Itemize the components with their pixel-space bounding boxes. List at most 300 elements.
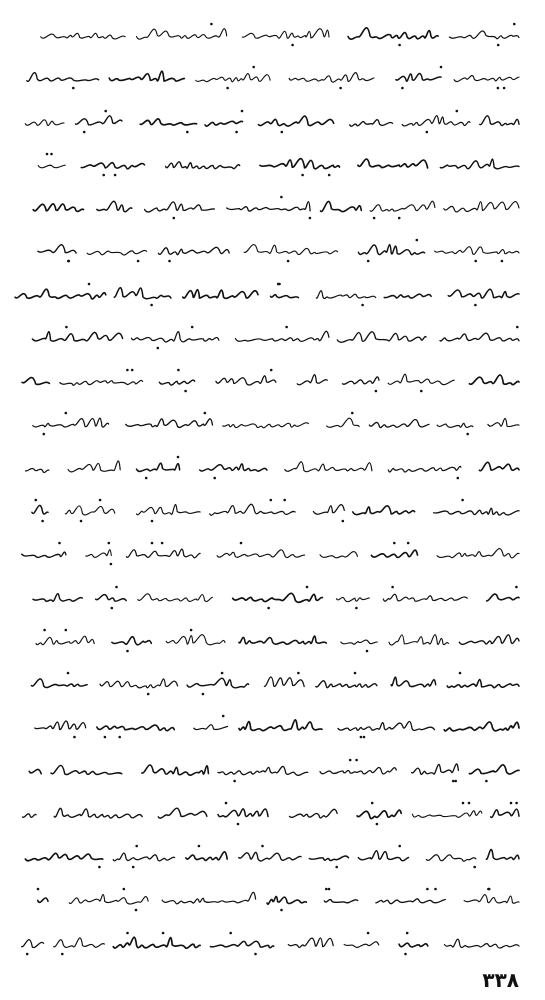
- handwritten-word: [447, 680, 519, 688]
- handwritten-word: [316, 290, 375, 298]
- handwritten-word: [244, 245, 338, 255]
- handwritten-word: [97, 725, 174, 731]
- diacritic-dot: [43, 629, 46, 632]
- diacritic-dot: [355, 758, 358, 761]
- diacritic-dot: [335, 866, 338, 869]
- diacritic-dot: [98, 866, 101, 869]
- diacritic-dot: [102, 174, 105, 177]
- diacritic-dot: [157, 347, 160, 350]
- diacritic-dot: [515, 585, 518, 588]
- diacritic-dot: [261, 845, 264, 848]
- diacritic-dot: [221, 672, 224, 675]
- handwritten-word: [388, 466, 461, 472]
- diacritic-dot: [186, 130, 189, 133]
- diacritic-dot: [213, 476, 216, 479]
- handwritten-word: [384, 294, 431, 298]
- handwritten-word: [350, 119, 393, 126]
- handwritten-word: [358, 245, 424, 255]
- handwritten-word: [187, 678, 249, 688]
- handwritten-word: [100, 679, 178, 688]
- handwritten-word: [205, 121, 243, 126]
- diacritic-dot: [72, 87, 75, 90]
- diacritic-dot: [454, 779, 457, 782]
- diacritic-dot: [132, 866, 135, 869]
- diacritic-dot: [233, 779, 236, 782]
- handwritten-word: [426, 855, 476, 861]
- handwritten-word: [353, 506, 415, 515]
- handwritten-word: [112, 636, 151, 644]
- diacritic-dot: [285, 326, 288, 329]
- handwritten-word: [32, 331, 122, 341]
- handwritten-word: [25, 119, 64, 125]
- handwritten-word: [65, 506, 115, 515]
- handwritten-word: [444, 722, 519, 731]
- diacritic-dot: [58, 542, 61, 545]
- handwritten-word: [271, 294, 299, 297]
- handwritten-word: [344, 941, 379, 947]
- diacritic-dot: [204, 412, 207, 415]
- diacritic-dot: [270, 369, 273, 372]
- diacritic-dot: [147, 693, 150, 696]
- diacritic-dot: [328, 174, 331, 177]
- handwritten-word: [290, 809, 338, 818]
- diacritic-dot: [61, 952, 64, 955]
- diacritic-dot: [367, 931, 370, 934]
- handwritten-word: [358, 851, 408, 861]
- diacritic-dot: [184, 390, 187, 393]
- handwritten-word: [166, 162, 240, 169]
- diacritic-dot: [398, 217, 401, 220]
- diacritic-dot: [366, 650, 369, 653]
- handwritten-word: [218, 766, 308, 775]
- diacritic-dot: [280, 196, 283, 199]
- handwritten-word: [38, 245, 76, 253]
- diacritic-dot: [398, 44, 401, 47]
- handwritten-word: [437, 549, 519, 558]
- diacritic-dot: [440, 66, 443, 69]
- diacritic-dot: [393, 542, 396, 545]
- diacritic-dot: [462, 802, 465, 805]
- diacritic-dot: [43, 433, 46, 436]
- handwritten-word: [449, 31, 519, 39]
- handwritten-word: [402, 115, 470, 125]
- diacritic-dot: [376, 823, 379, 826]
- diacritic-dot: [280, 909, 283, 912]
- diacritic-dot: [235, 130, 238, 133]
- handwritten-line: [14, 224, 531, 268]
- diacritic-dot: [131, 369, 134, 372]
- handwritten-word: [68, 461, 120, 472]
- handwritten-word: [183, 289, 258, 298]
- handwritten-line: [14, 484, 531, 528]
- handwritten-word: [239, 852, 301, 861]
- handwritten-word: [348, 28, 438, 39]
- handwritten-word: [109, 71, 184, 81]
- handwritten-word: [289, 73, 374, 83]
- handwritten-word: [216, 376, 276, 385]
- diacritic-dot: [516, 326, 519, 329]
- handwritten-word: [218, 809, 268, 817]
- handwritten-line: [14, 138, 531, 182]
- handwritten-word: [487, 594, 519, 601]
- handwritten-word: [29, 769, 41, 773]
- handwritten-word: [444, 202, 519, 212]
- handwritten-line: [14, 311, 531, 355]
- diacritic-dot: [373, 217, 376, 220]
- handwritten-word: [32, 505, 48, 514]
- diacritic-dot: [83, 130, 86, 133]
- diacritic-dot: [150, 303, 153, 306]
- diacritic-dot: [80, 520, 83, 523]
- handwritten-word: [435, 247, 519, 255]
- diacritic-dot: [466, 433, 469, 436]
- handwritten-word: [36, 636, 94, 644]
- handwritten-word: [200, 464, 267, 471]
- handwritten-word: [60, 381, 143, 386]
- diacritic-dot: [67, 672, 70, 675]
- diacritic-dot: [162, 931, 165, 934]
- handwritten-word: [324, 900, 357, 903]
- diacritic-dot: [241, 109, 244, 112]
- handwritten-word: [370, 201, 435, 211]
- handwritten-word: [196, 74, 271, 82]
- diacritic-dot: [503, 87, 506, 90]
- handwritten-word: [35, 721, 86, 730]
- handwritten-word: [113, 853, 174, 861]
- handwritten-word: [321, 202, 362, 212]
- handwritten-word: [27, 73, 99, 82]
- diacritic-dot: [35, 499, 38, 502]
- handwritten-word: [96, 594, 127, 601]
- handwritten-word: [383, 594, 467, 601]
- handwritten-word: [288, 938, 333, 947]
- handwritten-word: [54, 808, 142, 818]
- handwritten-word: [448, 289, 519, 298]
- diacritic-dot: [114, 174, 117, 177]
- diacritic-dot: [225, 802, 228, 805]
- diacritic-dot: [190, 629, 193, 632]
- diacritic-dot: [88, 282, 91, 285]
- handwritten-word: [399, 943, 428, 947]
- handwritten-word: [145, 202, 215, 212]
- diacritic-dot: [111, 606, 114, 609]
- diacritic-dot: [515, 802, 518, 805]
- diacritic-dot: [135, 909, 138, 912]
- handwritten-line: [14, 8, 531, 52]
- handwritten-word: [464, 895, 519, 904]
- handwritten-word: [313, 505, 344, 515]
- diacritic-dot: [404, 952, 407, 955]
- diacritic-dot: [361, 303, 364, 306]
- handwritten-word: [437, 424, 473, 428]
- diacritic-dot: [513, 23, 516, 26]
- diacritic-dot: [363, 736, 366, 739]
- diacritic-dot: [351, 412, 354, 415]
- diacritic-dot: [104, 736, 107, 739]
- handwritten-word: [33, 419, 109, 428]
- handwritten-word: [33, 593, 82, 601]
- handwritten-word: [358, 159, 428, 168]
- diacritic-dot: [151, 542, 154, 545]
- handwritten-word: [114, 287, 171, 298]
- handwritten-word: [343, 377, 380, 384]
- diacritic-dot: [123, 888, 126, 891]
- handwritten-word: [480, 115, 519, 125]
- handwritten-line: [14, 354, 531, 398]
- diacritic-dot: [115, 585, 118, 588]
- diacritic-dot: [108, 542, 111, 545]
- diacritic-dot: [510, 802, 513, 805]
- handwritten-line: [14, 657, 531, 701]
- handwritten-line: [14, 571, 531, 615]
- handwritten-word: [412, 811, 481, 818]
- diacritic-dot: [287, 260, 290, 263]
- diacritic-dot: [371, 802, 374, 805]
- diacritic-dot: [456, 109, 459, 112]
- handwritten-word: [31, 679, 87, 688]
- handwritten-word: [194, 725, 228, 730]
- diacritic-dot: [406, 931, 409, 934]
- handwritten-word: [486, 850, 519, 860]
- diacritic-dot: [420, 390, 423, 393]
- diacritic-dot: [41, 520, 44, 523]
- handwritten-word: [23, 814, 37, 818]
- diacritic-dot: [237, 823, 240, 826]
- handwritten-word: [338, 722, 435, 731]
- handwritten-word: [76, 115, 123, 124]
- handwritten-word: [459, 635, 519, 644]
- diacritic-dot: [278, 282, 281, 285]
- handwritten-line: [14, 744, 531, 788]
- handwritten-word: [210, 941, 273, 947]
- handwritten-word: [51, 765, 122, 774]
- handwritten-word: [285, 461, 372, 471]
- handwritten-word: [227, 202, 310, 212]
- handwritten-word: [445, 939, 520, 948]
- diacritic-dot: [151, 520, 154, 523]
- handwritten-word: [15, 289, 106, 299]
- handwritten-word: [488, 419, 519, 427]
- handwritten-line: [14, 397, 531, 441]
- handwritten-line: [14, 268, 531, 312]
- handwritten-word: [69, 895, 148, 905]
- diacritic-dot: [485, 779, 488, 782]
- diacritic-dot: [65, 629, 68, 632]
- handwritten-word: [166, 634, 225, 644]
- handwritten-line: [14, 873, 531, 917]
- handwritten-word: [440, 333, 519, 341]
- diacritic-dot: [468, 802, 471, 805]
- handwritten-word: [396, 74, 441, 82]
- diacritic-dot: [461, 499, 464, 502]
- handwritten-word: [391, 677, 436, 687]
- handwritten-word: [186, 852, 227, 861]
- diacritic-dot: [325, 888, 328, 891]
- diacritic-dot: [309, 217, 312, 220]
- handwritten-word: [87, 251, 146, 256]
- diacritic-dot: [126, 369, 129, 372]
- handwritten-word: [235, 331, 329, 341]
- diacritic-dot: [328, 888, 331, 891]
- handwritten-word: [258, 116, 333, 126]
- diacritic-dot: [497, 87, 500, 90]
- handwritten-word: [336, 597, 369, 601]
- diacritic-dot: [222, 715, 225, 718]
- diacritic-dot: [474, 260, 477, 263]
- diacritic-dot: [65, 326, 68, 329]
- handwritten-word: [158, 248, 229, 255]
- diacritic-dot: [416, 239, 419, 242]
- handwritten-word: [158, 808, 207, 818]
- diacritic-dot: [267, 606, 270, 609]
- diacritic-dot: [407, 542, 410, 545]
- handwritten-line: [14, 181, 531, 225]
- diacritic-dot: [26, 952, 29, 955]
- handwritten-word: [440, 159, 519, 169]
- diacritic-dot: [283, 499, 286, 502]
- diacritic-dot: [342, 520, 345, 523]
- handwritten-word: [223, 423, 309, 428]
- handwritten-word: [327, 419, 360, 428]
- handwritten-word: [469, 375, 519, 385]
- handwritten-word: [97, 201, 132, 212]
- handwritten-word: [41, 33, 126, 39]
- handwritten-line: [14, 95, 531, 139]
- handwritten-word: [371, 550, 417, 557]
- handwritten-word: [210, 504, 295, 515]
- handwritten-word: [138, 593, 213, 601]
- handwritten-word: [320, 552, 358, 558]
- diacritic-dot: [198, 845, 201, 848]
- handwritten-word: [479, 462, 519, 470]
- handwritten-word: [142, 765, 209, 775]
- handwritten-word: [132, 332, 219, 342]
- diacritic-dot: [488, 888, 491, 891]
- diacritic-dot: [301, 174, 304, 177]
- diacritic-dot: [191, 326, 194, 329]
- diacritic-dot: [401, 87, 404, 90]
- diacritic-dot: [474, 303, 477, 306]
- handwritten-word: [316, 681, 377, 688]
- handwritten-word: [376, 899, 445, 904]
- diacritic-dot: [281, 130, 284, 133]
- diacritic-dot: [349, 758, 352, 761]
- diacritic-dot: [104, 109, 107, 112]
- diacritic-dot: [126, 650, 129, 653]
- handwritten-word: [140, 118, 196, 124]
- handwritten-word: [389, 635, 448, 645]
- handwritten-word: [267, 897, 306, 905]
- diacritic-dot: [452, 779, 455, 782]
- diacritic-dot: [173, 217, 176, 220]
- handwritten-word: [242, 29, 329, 39]
- handwritten-word: [22, 939, 44, 947]
- diacritic-dot: [291, 44, 294, 47]
- diacritic-dot: [375, 390, 378, 393]
- diacritic-dot: [501, 260, 504, 263]
- diacritic-dot: [355, 606, 358, 609]
- diacritic-dot: [457, 476, 460, 479]
- diacritic-dot: [73, 736, 76, 739]
- handwritten-word: [22, 552, 66, 557]
- handwritten-line: [14, 614, 531, 658]
- diacritic-dot: [497, 44, 500, 47]
- diacritic-dot: [126, 931, 129, 934]
- handwritten-word: [38, 898, 48, 902]
- diacritic-dot: [426, 130, 429, 133]
- handwritten-word: [81, 163, 144, 169]
- handwritten-word: [54, 938, 105, 948]
- diacritic-dot: [210, 23, 213, 26]
- handwritten-word: [126, 549, 200, 558]
- diacritic-dot: [67, 260, 70, 263]
- diacritic-dot: [226, 87, 229, 90]
- handwritten-word: [233, 593, 323, 602]
- diacritic-dot: [229, 931, 232, 934]
- handwritten-line: [14, 917, 531, 961]
- diacritic-dot: [65, 412, 68, 415]
- handwritten-line: [14, 51, 531, 95]
- handwritten-line: [14, 830, 531, 874]
- handwritten-word: [412, 764, 459, 774]
- handwritten-word: [126, 419, 213, 428]
- diacritic-dot: [50, 153, 53, 156]
- handwritten-word: [33, 204, 83, 212]
- handwritten-word: [469, 764, 519, 773]
- diacritic-dot: [297, 672, 300, 675]
- handwritten-word: [113, 937, 200, 948]
- handwritten-word: [320, 767, 396, 774]
- diacritic-dot: [254, 952, 257, 955]
- handwritten-word: [337, 332, 426, 342]
- handwritten-line: [14, 700, 531, 744]
- handwritten-word: [162, 893, 256, 905]
- diacritic-dot: [118, 736, 121, 739]
- handwritten-line: [14, 527, 531, 571]
- diacritic-dot: [46, 153, 49, 156]
- handwritten-line: [14, 787, 531, 831]
- diacritic-dot: [161, 542, 164, 545]
- handwritten-word: [239, 636, 326, 644]
- diacritic-dot: [240, 542, 243, 545]
- diacritic-dot: [459, 672, 462, 675]
- handwritten-word: [38, 165, 65, 168]
- diacritic-dot: [110, 563, 113, 566]
- diacritic-dot: [306, 585, 309, 588]
- handwritten-word: [22, 378, 49, 385]
- diacritic-dot: [391, 585, 394, 588]
- handwritten-word: [491, 809, 519, 817]
- handwritten-word: [454, 76, 519, 82]
- diacritic-dot: [354, 672, 357, 675]
- handwritten-word: [26, 468, 49, 472]
- diacritic-dot: [168, 260, 171, 263]
- handwritten-word: [86, 550, 112, 558]
- diacritic-dot: [137, 260, 140, 263]
- handwritten-word: [239, 720, 322, 731]
- diacritic-dot: [37, 888, 40, 891]
- page-number: ٣٣٨: [482, 968, 519, 992]
- handwritten-line: [14, 441, 531, 485]
- diacritic-dot: [99, 499, 102, 502]
- diacritic-dot: [426, 888, 429, 891]
- handwritten-word: [357, 810, 401, 818]
- diacritic-dot: [398, 845, 401, 848]
- diacritic-dot: [252, 66, 255, 69]
- diacritic-dot: [473, 866, 476, 869]
- diacritic-dot: [145, 476, 148, 479]
- diacritic-dot: [135, 845, 138, 848]
